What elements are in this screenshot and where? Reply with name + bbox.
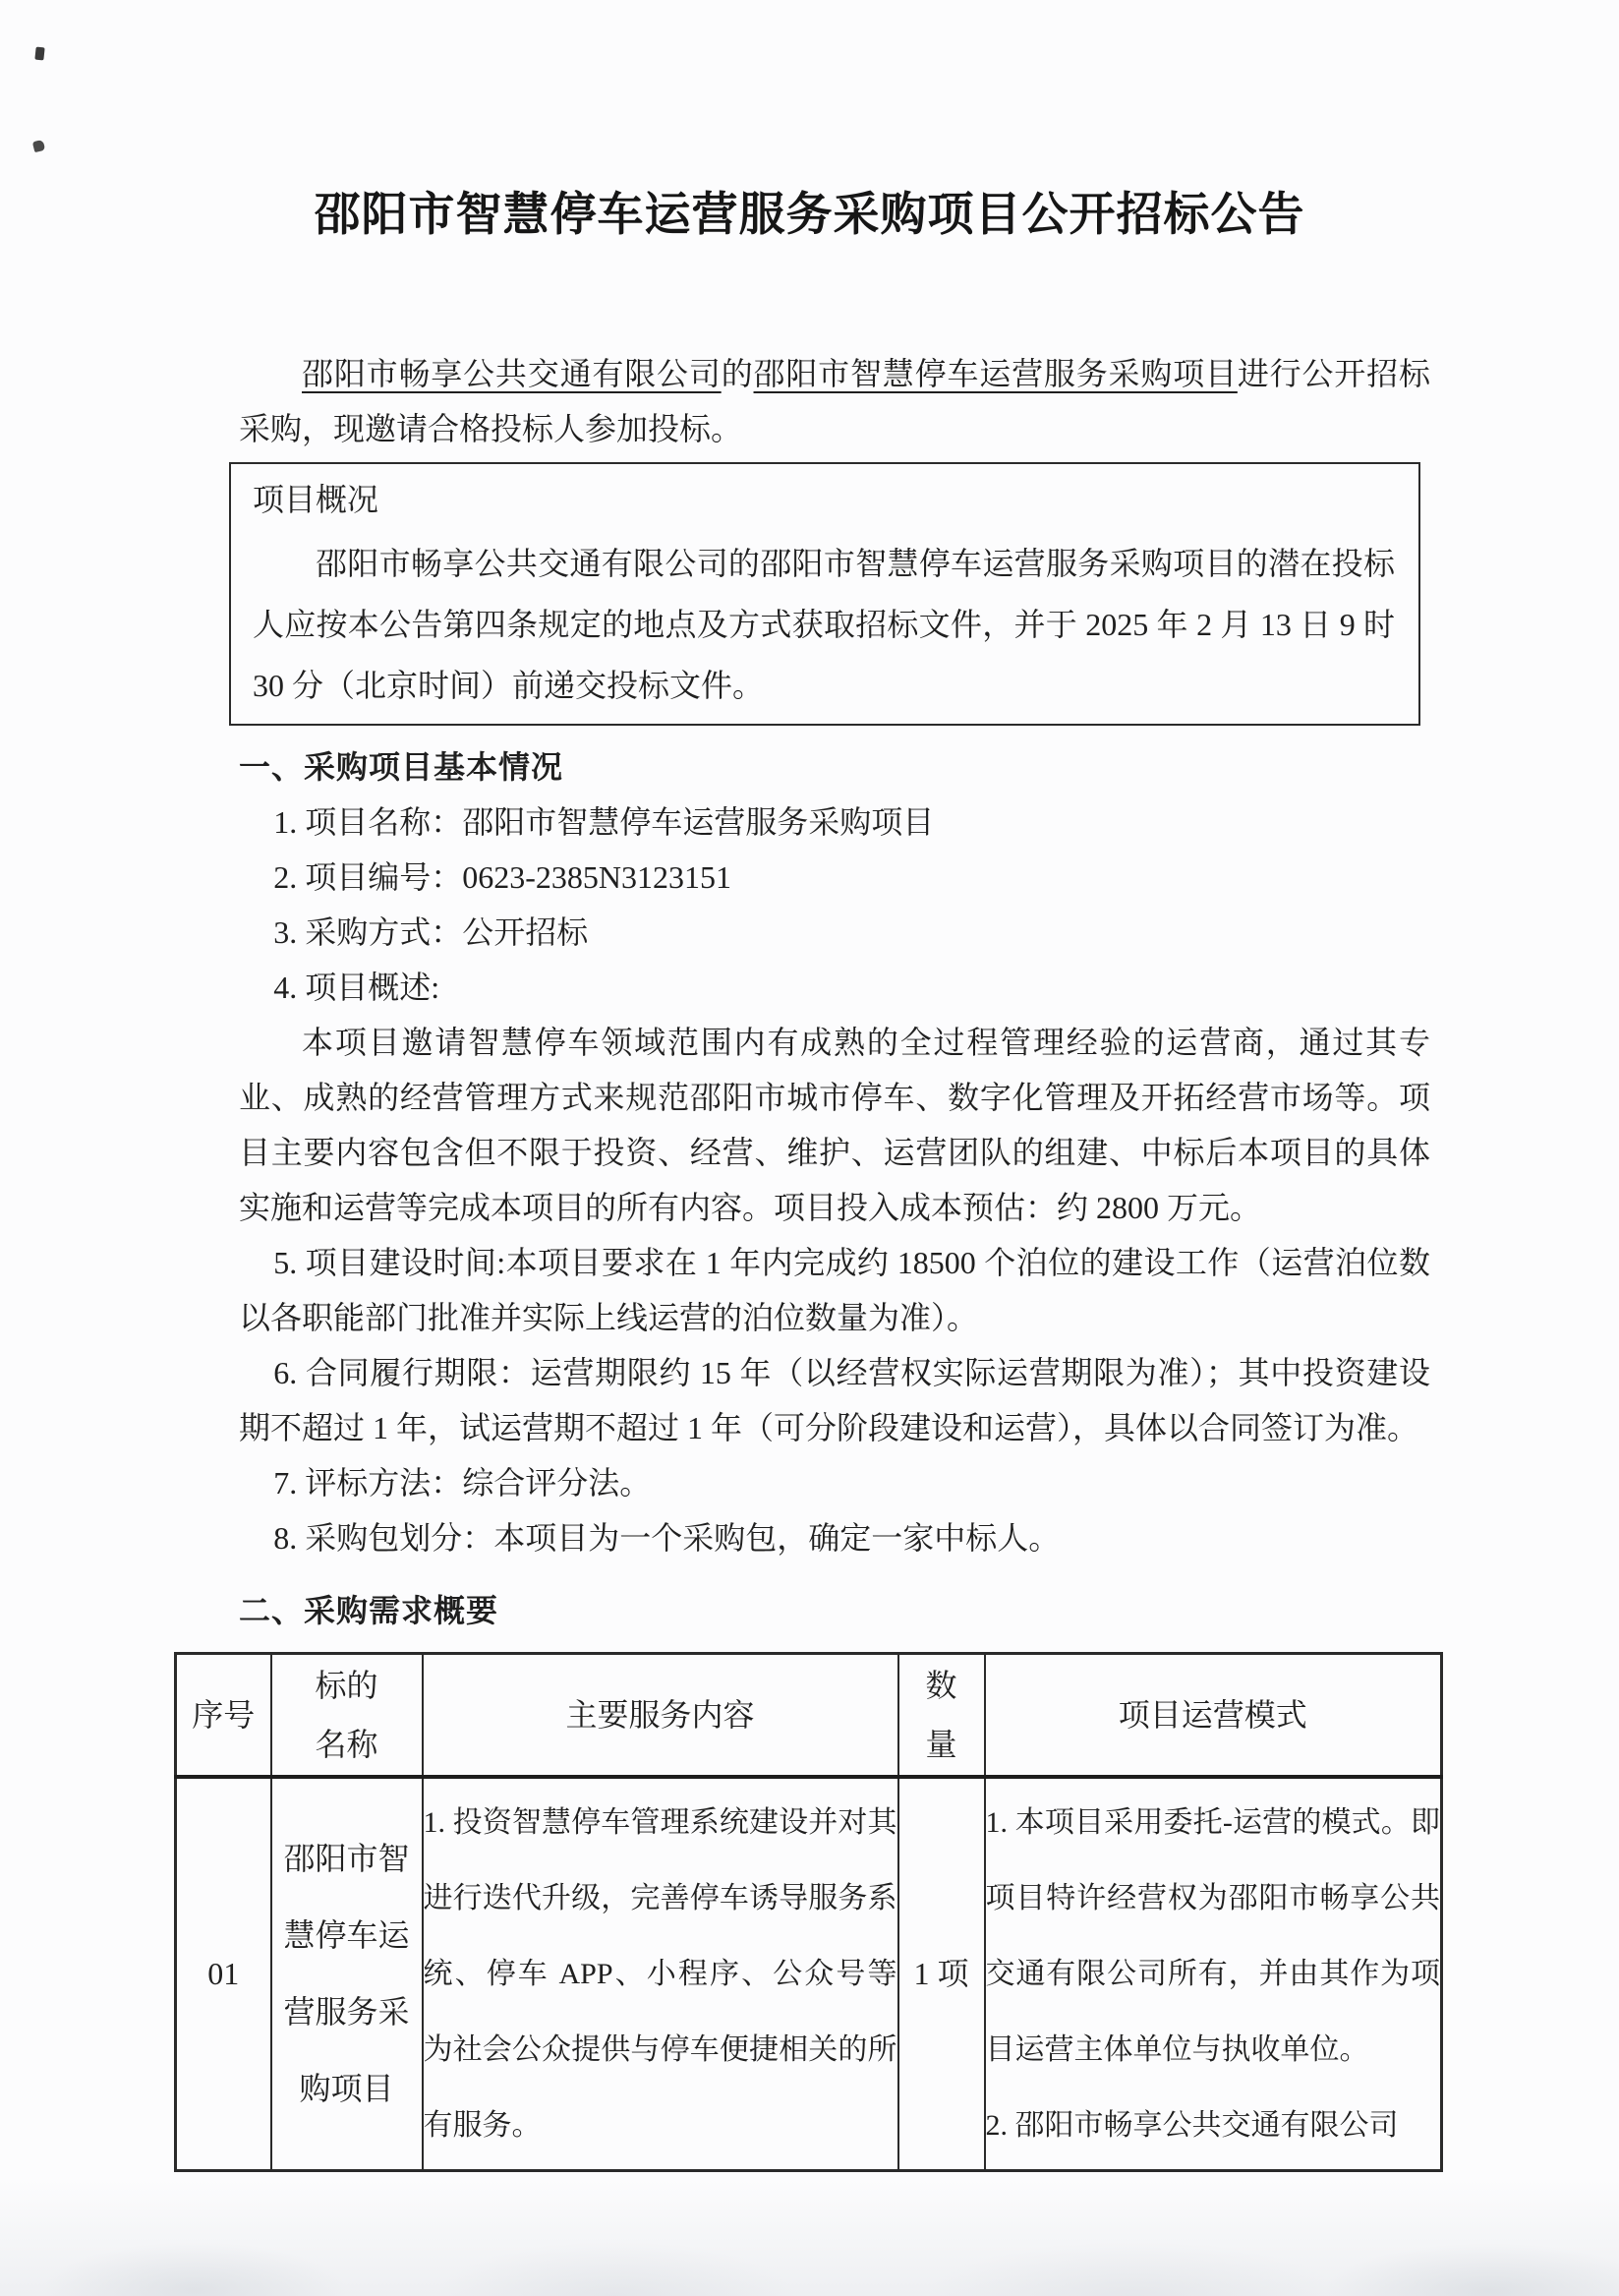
- project-overview-box: [229, 462, 1420, 726]
- header-quantity-text: 数量: [925, 1668, 957, 1762]
- header-quantity: [898, 1654, 985, 1778]
- header-operation-mode: 项目运营模式: [985, 1654, 1442, 1778]
- cell-serial-number: 01: [176, 1777, 271, 2170]
- table-row: [176, 1777, 1442, 2170]
- cell-subject-name: 邵阳市智慧停车运营服务采购项目: [271, 1777, 423, 2170]
- header-subject-name-text: 标的名称: [315, 1668, 378, 1762]
- section-heading-requirements: 二、采购需求概要: [239, 1593, 499, 1628]
- ink-speck: [32, 140, 45, 152]
- item-project-number: 2. 项目编号：0623-2385N3123151: [273, 859, 731, 895]
- header-subject-name: [271, 1654, 423, 1778]
- table-header-row: [176, 1654, 1442, 1778]
- purchaser-name-underlined: 邵阳市畅享公共交通有限公司: [302, 356, 722, 391]
- document-body: [192, 346, 1440, 2172]
- cell-service-content: 1. 投资智慧停车管理系统建设并对其进行迭代升级，完善停车诱导服务系统、停车 APP、小程序、公众号等为社会公众提供与停车便捷相关的所有服务。: [423, 1777, 898, 2170]
- intro-paragraph: [239, 346, 1430, 456]
- header-serial-number: 序号: [176, 1654, 271, 1778]
- scan-shading: [0, 2178, 1619, 2296]
- project-name-underlined: 邵阳市智慧停车运营服务采购项目: [753, 356, 1238, 391]
- item-contract-period: 6. 合同履行期限：运营期限约 15 年（以经营权实际运营期限为准）；其中投资建设期不超过 1 年，试运营期不超过 1 年（可分阶段建设和运营），具体以合同签订为准。: [239, 1355, 1430, 1445]
- item-project-summary-label: 4. 项目概述:: [273, 970, 440, 1005]
- header-main-service-content: 主要服务内容: [423, 1654, 898, 1778]
- cell-quantity: 1 项: [898, 1777, 985, 2170]
- intro-connector: 的: [721, 356, 754, 391]
- operation-mode-point-1: 1. 本项目采用委托-运营的模式。即项目特许经营权为邵阳市畅享公共交通有限公司所有，并由其作为项目运营主体单位与执收单位。: [985, 1805, 1440, 2066]
- overview-box-body: 邵阳市畅享公共交通有限公司的邵阳市智慧停车运营服务采购项目的潜在投标人应按本公告第四条规定的地点及方式获取招标文件，并于 2025 年 2 月 13 日 9 时 30 分（北京时间）前递交投标文件。: [253, 546, 1395, 703]
- section-heading-basic-info: 一、采购项目基本情况: [239, 749, 564, 785]
- project-summary-detail: 本项目邀请智慧停车领域范围内有成熟的全过程管理经验的运营商，通过其专业、成熟的经营管理方式来规范邵阳市城市停车、数字化管理及开拓经营市场等。项目主要内容包含但不限于投资、经营、维护、运营团队的组建、中标后本项目的具体实施和运营等完成本项目的所有内容。项目投入成本预估：约 2800 万元。: [239, 1025, 1430, 1225]
- requirements-table: [174, 1652, 1443, 2172]
- item-construction-time: 5. 项目建设时间:本项目要求在 1 年内完成约 18500 个泊位的建设工作（运营泊位数以各职能部门批准并实际上线运营的泊位数量为准）。: [239, 1245, 1430, 1335]
- document-title: 邵阳市智慧停车运营服务采购项目公开招标公告: [314, 188, 1305, 240]
- item-package-division: 8. 采购包划分：本项目为一个采购包，确定一家中标人。: [273, 1520, 1061, 1556]
- cell-operation-mode: [985, 1777, 1442, 2170]
- ink-speck: [34, 47, 44, 61]
- overview-box-label: 项目概况: [253, 482, 379, 517]
- item-procurement-method: 3. 采购方式：公开招标: [273, 914, 589, 950]
- intro-rest: 进行公开招标采购，现邀请合格投标人参加投标。: [239, 356, 1430, 446]
- item-project-name: 1. 项目名称：邵阳市智慧停车运营服务采购项目: [273, 804, 935, 840]
- operation-mode-point-2: 2. 邵阳市畅享公共交通有限公司: [985, 2108, 1399, 2142]
- item-evaluation-method: 7. 评标方法：综合评分法。: [273, 1465, 652, 1501]
